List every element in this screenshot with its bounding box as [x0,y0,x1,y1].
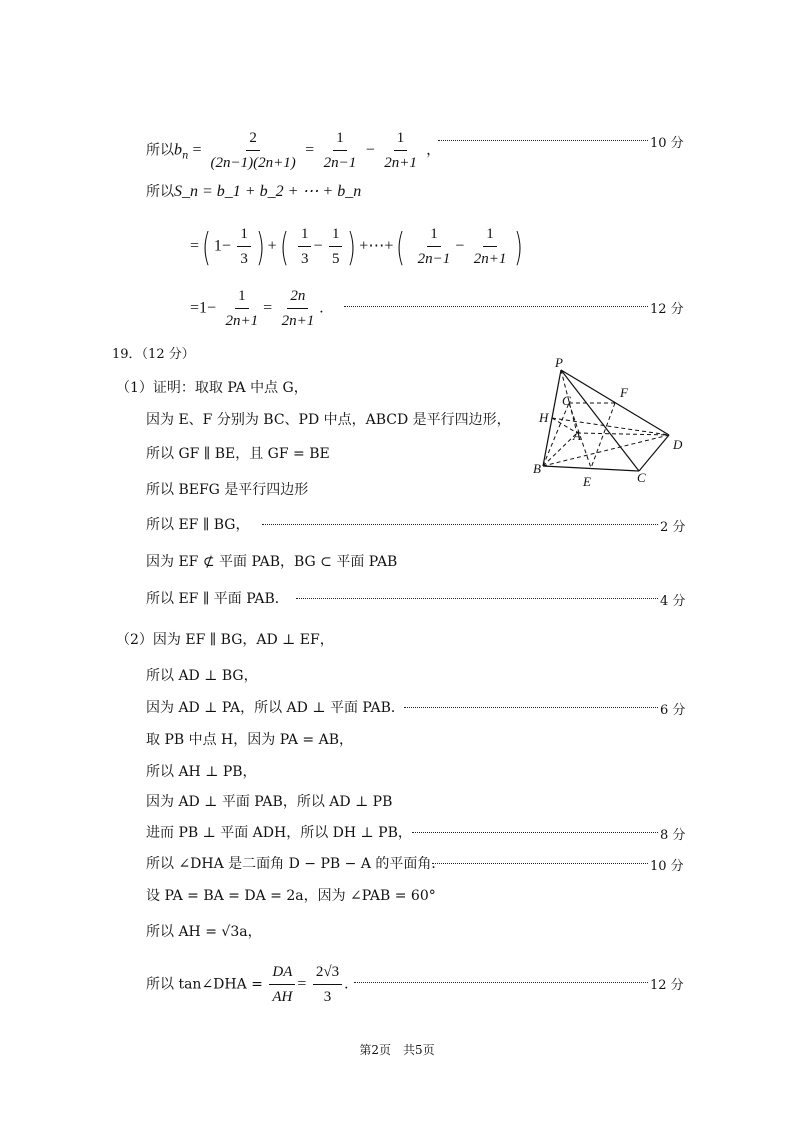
score-4: 4 分 [660,594,686,609]
text-line: 所以 AD ⊥ BG， [146,668,258,684]
label-f: F [620,385,628,400]
text-line: 设 PA = BA = DA = 2a，因为 ∠PAB = 60° [146,888,436,904]
leader-dots [404,707,658,708]
label-a: A [573,428,581,443]
leader-dots [438,140,648,141]
text-line: 所以 GF ∥ BE，且 GF = BE [146,446,330,462]
score-12b: 12 分 [650,978,684,993]
label-h: H [539,410,549,425]
sn-expansion-line: =( 1− $\frac{1}{3}$ ) +( $\frac{1}{3}$ − $\frac{1}{5}$ ) +⋯+( $\frac{1}{2n-1}$ − $\frac{1}{2n+1}$ ) [190,224,524,269]
leader-dots [296,598,658,599]
fraction: $\frac{2}{(2n-1)(2n+1)}$ [210,130,296,171]
text-line: 因为 E、F 分别为 BC、PD 中点，ABCD 是平行四边形， [146,412,511,428]
text-line: 因为 AD ⊥ PA，所以 AD ⊥ 平面 PAB． [146,700,405,716]
score-8: 8 分 [660,828,686,843]
part1-line: （1）证明：取取 PA 中点 G， [116,380,308,396]
tan-line: 所以 tan∠DHA = $\frac{DA}{AH}$ = $\frac{2√3}{3}$ ． [146,964,359,1005]
label-b: B [533,461,541,476]
text-line: （2）因为 EF ∥ BG，AD ⊥ EF， [116,632,334,648]
label-g: G [562,393,572,408]
fraction: $\frac{1}{2n-1}$ [323,130,357,171]
text-line: 所以 AH = √3a， [146,924,262,940]
leader-dots [354,982,648,983]
sn-definition-line: 所以S_n = b_1 + b_2 + ⋯ + b_n [146,183,362,200]
score-12: 12 分 [650,302,684,317]
fraction: $\frac{1}{2n+1}$ [384,130,417,171]
pyramid-figure [525,355,705,490]
score-10: 10 分 [650,136,684,151]
text-line: 取 PB 中点 H，因为 PA = AB， [146,732,353,748]
label-e: E [583,474,591,489]
text-line: 所以 BEFG 是平行四边形 [146,482,309,498]
label-d: D [673,437,683,452]
text-line: 所以 AH ⊥ PB， [146,764,257,780]
label-c: C [637,470,646,485]
text-line: 进而 PB ⊥ 平面 ADH，所以 DH ⊥ PB， [146,825,412,841]
leader-dots [344,306,648,307]
score-6: 6 分 [660,703,686,718]
label-p: P [555,355,563,370]
leader-dots [412,832,658,833]
text-line: 所以 EF ∥ BG， [146,517,250,533]
text-line: 所以 ∠DHA 是二面角 D − PB − A 的平面角． [146,856,446,872]
bn-formula-line: 所以$b_n$ = $\frac{2}{(2n-1)(2n+1)}$ = $\frac{1}{2n-1}$ − $\frac{1}{2n+1}$ ， [146,130,441,171]
page-footer: 第2页 共5页 [359,1043,435,1057]
text-line: 因为 AD ⊥ 平面 PAB，所以 AD ⊥ PB [146,794,393,810]
text-line: 因为 EF ⊄ 平面 PAB，BG ⊂ 平面 PAB [146,554,398,570]
question-19-heading: 19．（12 分） [112,347,195,362]
text-line: 所以 EF ∥ 平面 PAB． [146,591,289,607]
score-2: 2 分 [660,520,686,535]
score-10b: 10 分 [650,859,684,874]
leader-dots [262,524,658,525]
prefix-text: 所以 [146,142,174,159]
leader-dots [432,863,648,864]
sn-result-line: =1− $\frac{1}{2n+1}$ = $\frac{2n}{2n+1}$ ． [190,288,334,329]
